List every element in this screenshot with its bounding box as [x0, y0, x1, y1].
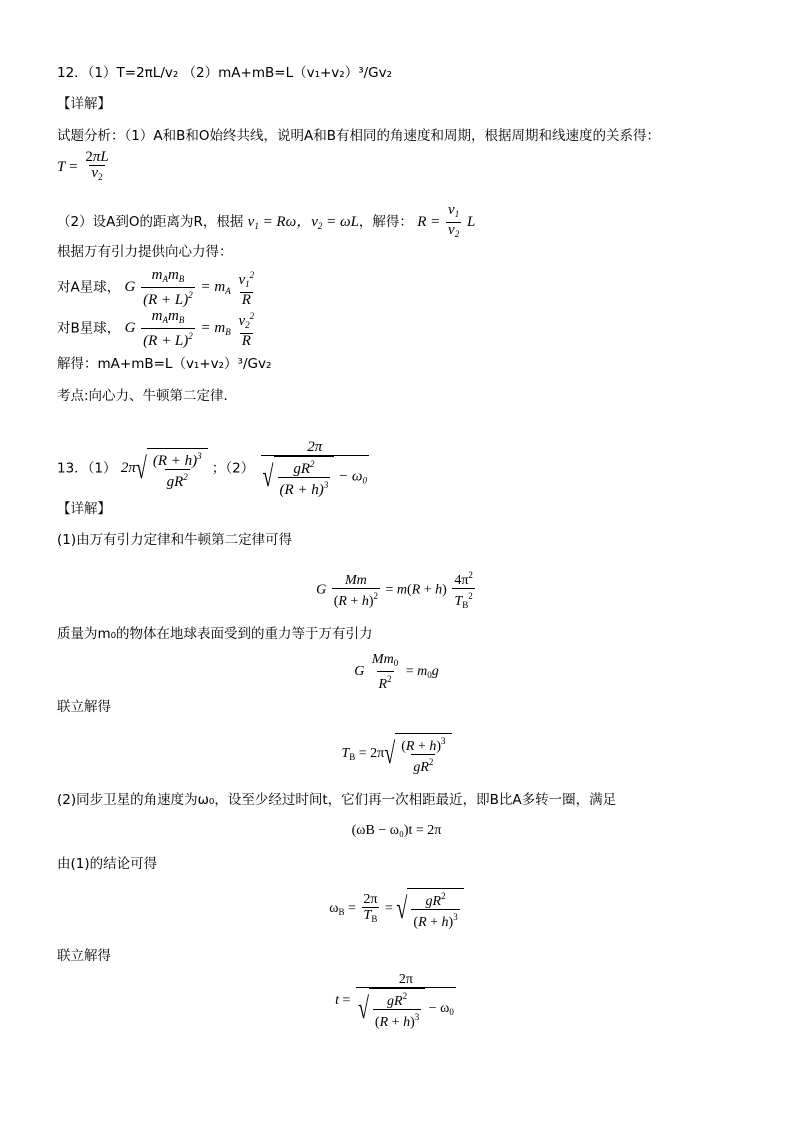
q12-star-a-label: 对A星球， [57, 279, 121, 296]
q13-eq-time: t = 2π √ $\frac{gR^2}{(R + h)^3}$ − $\omega_0$ [335, 972, 454, 1030]
q12-kaodian: 考点:向心力、牛顿第二定律． [57, 388, 238, 404]
q12-part2-mid: ，解得： [358, 213, 413, 230]
q13-eq-angle: (ωB − ω₀)t = 2π [351, 823, 442, 838]
q13-line1: (1)由万有引力定律和牛顿第二定律可得 [57, 532, 293, 548]
q13-part2-label: ；（2） [211, 460, 255, 477]
q13-eq-omega: $\omega_B$ = $\frac{2\pi}{T_B}$ = √ $\frac{gR^2}{(R + h)^3}$ [0, 888, 793, 930]
q12-solution: 解得：mA+mB=L（v₁+v₂）³/Gv₂ [57, 356, 272, 372]
q13-detail-heading: 【详解】 [57, 501, 111, 517]
q13-eq-period: $T_B = 2\pi$ √ $\frac{(R + h)^3}{gR^2}$ [0, 733, 793, 775]
q12-period-formula: T = $\frac{2\pi L}{v_2}$ [57, 150, 113, 185]
q13-eq-gravity: G $\frac{Mm_0}{R^2}$ = $m_0g$ [354, 652, 439, 692]
q12-part2 [57, 203, 475, 242]
q13-answer: 13．（1） 2π √ $\frac{(R + h)^3}{gR^2}$ ；（2） 2π √ $\frac{gR^2}{(R + h)^3}$ − $\omega_0$ [57, 439, 368, 498]
q12-detail-heading: 【详解】 [57, 96, 111, 112]
q12-gravity-text: 根据万有引力提供向心力得： [57, 244, 233, 260]
q13-number: 13．（1） [57, 460, 117, 477]
q13-joint2: 联立解得 [57, 948, 111, 964]
q12-velocity-relations: $v_1 = R\omega$，$v_2 = \omega L$ [247, 213, 359, 231]
q13-line3: (2)同步卫星的角速度为ω₀，设至少经过时间t，它们再一次相距最近，即B比A多转一圈，满足 [57, 792, 617, 808]
q13-eq-newton: G $\frac{Mm}{(R + h)^2}$ = m(R + h) $\frac{4\pi^2}{T_B^2}$ [0, 568, 793, 613]
q12-star-a: 对A星球， G $\frac{m_Am_B}{(R + L)^2}$ = $m_A$ $\frac{v_1^2}{R}$ [57, 267, 255, 308]
q12-analysis: 试题分析：（1）A和B和O始终共线，说明A和B有相同的角速度和周期，根据周期和线速度的关系得： [57, 128, 660, 144]
q13-line4: 由(1)的结论可得 [57, 856, 158, 872]
q13-joint1: 联立解得 [57, 699, 111, 715]
q13-line2: 质量为m₀的物体在地球表面受到的重力等于万有引力 [57, 626, 373, 642]
q12-star-b-label: 对B星球， [57, 320, 121, 337]
q12-part2-prefix: （2）设A到O的距离为R，根据 [57, 213, 244, 230]
q12-answer: 12．（1）T=2πL/v₂ （2）mA+mB=L（v₁+v₂）³/Gv₂ [57, 65, 393, 81]
q12-star-b: 对B星球， G $\frac{m_Am_B}{(R + L)^2}$ = $m_B$ $\frac{v_2^2}{R}$ [57, 308, 255, 349]
q12-radius-formula: R = $\frac{v_1}{v_2}$ L [417, 214, 475, 230]
